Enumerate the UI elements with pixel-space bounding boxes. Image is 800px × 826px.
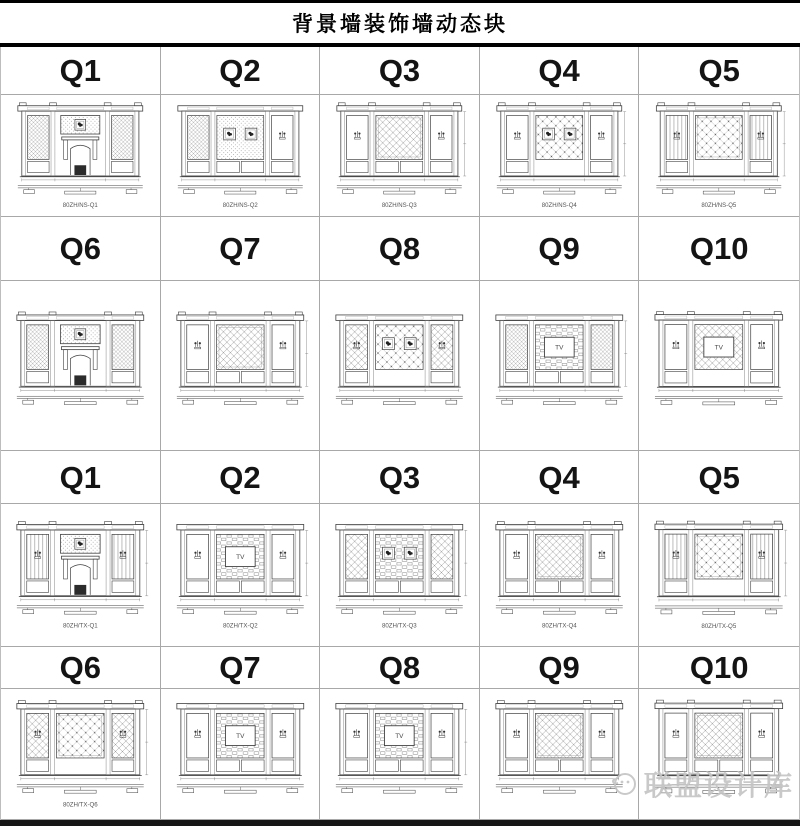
wall-drawing-cell-row5-col2 — [161, 504, 321, 647]
medallion-ornament — [75, 329, 86, 340]
grid-header-q9-row6: Q9 — [480, 647, 640, 689]
grid-header-q10-row6: Q10 — [639, 647, 799, 689]
medallion-ornament — [75, 538, 86, 549]
wall-drawing — [161, 689, 320, 819]
grid-header-q6-row2: Q6 — [1, 217, 161, 281]
svg-text:TV: TV — [235, 554, 245, 562]
wall-drawing-cell-row7-col3 — [320, 689, 480, 820]
width-dimension-line — [340, 598, 459, 601]
wall-drawing — [320, 504, 479, 646]
wall-drawing-cell-row1-col2 — [161, 95, 321, 217]
tv-screen — [385, 726, 415, 746]
wall-drawing — [161, 95, 320, 216]
svg-text:TV: TV — [395, 733, 404, 741]
wall-drawing — [1, 95, 160, 216]
width-dimension-line — [661, 178, 778, 181]
grid-header-q8-row2: Q8 — [320, 217, 480, 281]
medallion-ornament — [245, 128, 257, 140]
height-dimension-line — [783, 112, 786, 176]
wall-drawing — [639, 281, 799, 450]
plan-view-strip — [176, 606, 303, 614]
plan-view-strip — [176, 396, 303, 404]
width-dimension-line — [180, 598, 299, 601]
wall-drawing-cell-row5-col5 — [639, 504, 799, 647]
wall-drawing — [320, 281, 479, 450]
width-dimension-line — [500, 598, 619, 601]
medallion-ornament — [75, 119, 86, 130]
width-dimension-line — [21, 777, 140, 780]
height-dimension-line — [305, 530, 308, 595]
medallion-ornament — [383, 547, 395, 559]
plan-view-strip — [497, 186, 622, 194]
medallion-ornament — [564, 128, 576, 140]
svg-text:TV: TV — [235, 733, 245, 741]
tv-screen — [225, 547, 255, 567]
plan-view-strip — [496, 606, 623, 614]
height-dimension-line — [145, 709, 148, 774]
drawing-caption: 80ZH/NS-Q4 — [541, 203, 577, 210]
height-dimension-line — [463, 112, 466, 176]
sheet-title: 背景墙装饰墙动态块 — [0, 0, 800, 47]
width-dimension-line — [500, 777, 619, 780]
plan-view-strip — [336, 785, 463, 793]
wall-drawing-cell-row5-col1 — [1, 504, 161, 647]
plan-view-strip — [17, 785, 144, 793]
watermark — [609, 764, 794, 804]
drawing-caption: 80ZH/TX-Q6 — [62, 801, 98, 809]
wall-drawing-cell-row1-col4 — [480, 95, 640, 217]
plan-view-strip — [496, 785, 623, 793]
wall-drawing-cell-row5-col4 — [480, 504, 640, 647]
width-dimension-line — [180, 777, 299, 780]
width-dimension-line — [340, 777, 459, 780]
wall-drawing-cell-row3-col3 — [320, 281, 480, 451]
medallion-ornament — [404, 547, 416, 559]
plan-view-strip — [657, 186, 782, 194]
plan-view-strip — [655, 606, 783, 614]
tv-screen — [704, 337, 734, 357]
drawing-caption: 80ZH/TX-Q3 — [382, 622, 417, 630]
plan-view-strip — [655, 396, 783, 404]
wall-drawing — [1, 689, 160, 819]
height-dimension-line — [145, 530, 148, 595]
height-dimension-line — [305, 321, 308, 386]
wall-drawing — [639, 504, 799, 646]
wall-drawing-cell-row7-col1 — [1, 689, 161, 820]
drawing-caption: 80ZH/NS-Q2 — [222, 203, 258, 210]
width-dimension-line — [21, 598, 140, 601]
height-dimension-line — [623, 112, 626, 176]
plan-view-strip — [337, 186, 462, 194]
grid-header-q5-row0: Q5 — [639, 47, 799, 95]
drawing-caption: 80ZH/TX-Q2 — [222, 622, 258, 630]
grid-header-q7-row6: Q7 — [161, 647, 321, 689]
medallion-ornament — [543, 128, 555, 140]
wall-drawing-cell-row1-col5 — [639, 95, 799, 217]
wall-drawing — [480, 281, 639, 450]
grid-header-q2-row0: Q2 — [161, 47, 321, 95]
wall-drawing — [1, 281, 160, 450]
drawing-caption: 80ZH/TX-Q1 — [62, 622, 98, 630]
wall-drawing-cell-row5-col3 — [320, 504, 480, 647]
drawing-caption: 80ZH/NS-Q3 — [382, 203, 417, 210]
medallion-ornament — [383, 338, 395, 350]
width-dimension-line — [180, 389, 299, 392]
plan-view-strip — [336, 606, 463, 614]
svg-text:TV: TV — [715, 344, 724, 352]
watermark-logo-icon — [609, 769, 639, 799]
wall-drawing-cell-row3-col5 — [639, 281, 799, 451]
width-dimension-line — [659, 389, 779, 392]
grid-header-q1-row4: Q1 — [1, 451, 161, 504]
plan-view-strip — [17, 396, 144, 404]
width-dimension-line — [659, 598, 779, 601]
wall-drawing-cell-row1-col1 — [1, 95, 161, 217]
width-dimension-line — [22, 178, 139, 181]
drawing-caption: 80ZH/NS-Q1 — [62, 203, 98, 210]
width-dimension-line — [340, 389, 459, 392]
width-dimension-line — [501, 178, 618, 181]
medallion-ornament — [404, 338, 416, 350]
wall-drawing — [161, 281, 320, 450]
drawing-caption: 80ZH/NS-Q5 — [701, 203, 737, 210]
height-dimension-line — [624, 321, 627, 386]
bottom-border-bar — [0, 820, 800, 826]
medallion-ornament — [223, 128, 235, 140]
width-dimension-line — [500, 389, 619, 392]
wall-drawing — [320, 95, 479, 216]
width-dimension-line — [341, 178, 458, 181]
height-dimension-line — [464, 709, 467, 774]
plan-view-strip — [496, 396, 623, 404]
wall-drawing — [161, 504, 320, 646]
width-dimension-line — [181, 178, 298, 181]
plan-view-strip — [18, 186, 143, 194]
grid-header-q3-row0: Q3 — [320, 47, 480, 95]
wall-drawing-cell-row1-col3 — [320, 95, 480, 217]
tv-screen — [225, 726, 255, 746]
svg-text:TV: TV — [554, 344, 564, 352]
wall-drawing-cell-row7-col2 — [161, 689, 321, 820]
grid-header-q9-row2: Q9 — [480, 217, 640, 281]
width-dimension-line — [21, 389, 140, 392]
wall-drawing-cell-row3-col2 — [161, 281, 321, 451]
plan-view-strip — [336, 396, 463, 404]
height-dimension-line — [785, 530, 788, 596]
wall-drawing — [1, 504, 160, 646]
grid-header-q2-row4: Q2 — [161, 451, 321, 504]
plan-view-strip — [177, 186, 302, 194]
grid-header-q10-row2: Q10 — [639, 217, 799, 281]
grid-header-q3-row4: Q3 — [320, 451, 480, 504]
wall-drawing — [480, 95, 639, 216]
grid-header-q4-row4: Q4 — [480, 451, 640, 504]
grid-header-q4-row0: Q4 — [480, 47, 640, 95]
grid-header-q1-row0: Q1 — [1, 47, 161, 95]
wall-drawing-cell-row3-col4 — [480, 281, 640, 451]
drawing-caption: 80ZH/TX-Q4 — [541, 622, 577, 630]
grid-header-q8-row6: Q8 — [320, 647, 480, 689]
drawing-caption: 80ZH/TX-Q5 — [701, 622, 737, 630]
height-dimension-line — [464, 530, 467, 595]
wall-drawing-cell-row3-col1 — [1, 281, 161, 451]
block-grid — [0, 47, 800, 820]
grid-header-q5-row4: Q5 — [639, 451, 799, 504]
watermark-text: 联盟设计库 — [643, 770, 794, 801]
wall-drawing — [480, 504, 639, 646]
plan-view-strip — [176, 785, 303, 793]
grid-header-q6-row6: Q6 — [1, 647, 161, 689]
wall-drawing — [639, 95, 799, 216]
plan-view-strip — [17, 606, 144, 614]
grid-header-q7-row2: Q7 — [161, 217, 321, 281]
wall-drawing — [320, 689, 479, 819]
tv-screen — [544, 337, 574, 357]
